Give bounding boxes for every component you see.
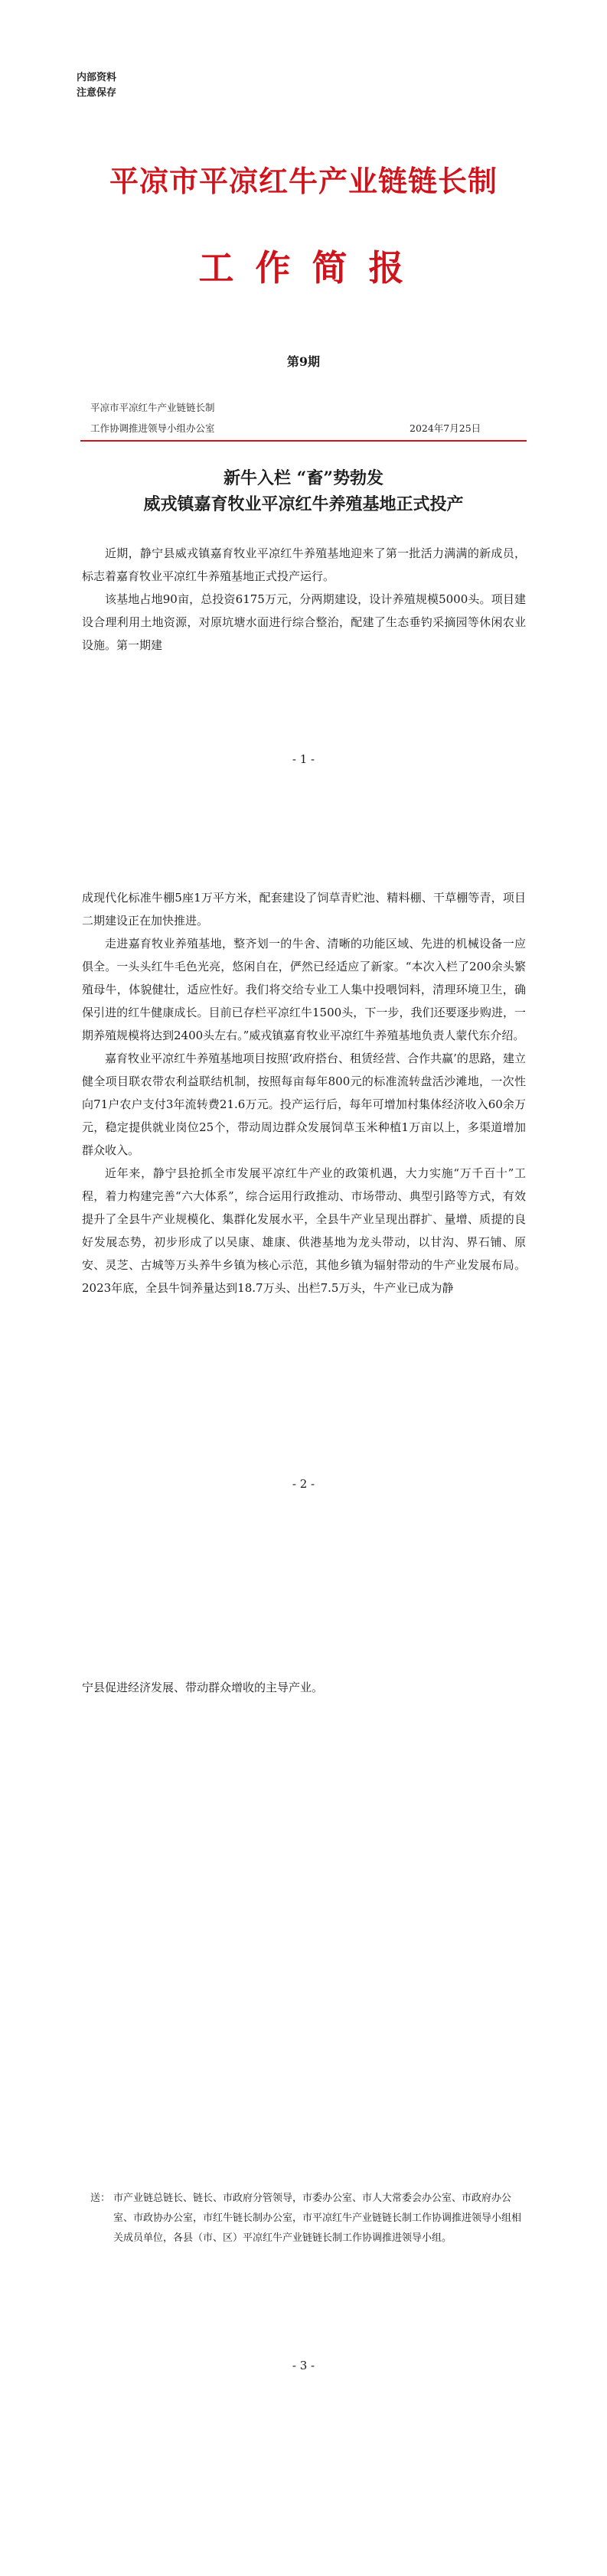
brief-masthead-title: 平凉市平凉红牛产业链链长制 xyxy=(109,164,498,198)
classification-internal: 内部资料 xyxy=(77,72,117,83)
page-number-3: - 3 - xyxy=(292,2359,315,2372)
paragraph-continuation: 宁县促进经济发展、带动群众增收的主导产业。 xyxy=(82,1681,324,1694)
paragraph: 走进嘉育牧业养殖基地，整齐划一的牛舍、清晰的功能区域、先进的机械设备一应俱全。一头头红牛毛色光亮，悠闲自在，俨然已经适应了新家。“本次入栏了200余头繁殖母牛，体貌健壮，适应性好。我们将交给专业工人集中投喂饲料，清理环境卫生，确保引进的红牛健康成长。目前已存栏平凉红牛1500头，下一步，我们还要逐步购进，一期养殖规模将达到2400头左右。”威戎镇嘉育牧业平凉红牛养殖基地负责人蒙代东介绍。 xyxy=(82,937,526,1042)
article-title-line-2: 威戎镇嘉育牧业平凉红牛养殖基地正式投产 xyxy=(143,494,464,514)
issuer-line-1: 平凉市平凉红牛产业链链长制 xyxy=(90,402,215,413)
article-body-page-3 xyxy=(82,1676,526,1699)
paragraph: 近年来，静宁县抢抓全市发展平凉红牛产业的政策机遇，大力实施“万千百十”工程，着力构建完善“六大体系”，综合运用行政推动、市场带动、典型引路等方式，有效提升了全县牛产业规模化、集群化发展水平，全县牛产业呈现出群扩、量增、质提的良好发展态势，初步形成了以吴康、雄康、供港基地为龙头带动，以甘沟、界石铺、原安、灵芝、古城等万头养牛乡镇为核心示范，其他乡镇为辐射带动的牛产业发展布局。2023年底，全县牛饲养量达到18.7万头、出栏7.5万头，牛产业已成为静 xyxy=(82,1166,526,1295)
distribution-text: 市产业链总链长、链长、市政府分管领导，市委办公室、市人大常委会办公室、市政府办公室、市政协办公室，市红牛链长制办公室，市平凉红牛产业链链长制工作协调推进领导小组相关成员单位，各县（市、区）平凉红牛产业链链长制工作协调推进领导小组。 xyxy=(113,2193,522,2244)
header-divider xyxy=(80,440,527,442)
paragraph-continuation: 成现代化标准牛棚5座1万平方米，配套建设了饲草青贮池、精料棚、干草棚等青，项目二期建设正在加快推进。 xyxy=(82,891,526,928)
distribution-label: 送： xyxy=(90,2193,111,2204)
distribution-list xyxy=(90,2189,527,2248)
page-number-1: - 1 - xyxy=(292,752,315,766)
article-body-page-1 xyxy=(82,542,526,657)
article-title-line-1: 新牛入栏 “畜”势勃发 xyxy=(224,468,383,488)
page-number-2: - 2 - xyxy=(292,1477,315,1491)
article-body-page-2 xyxy=(82,886,526,1299)
paragraph: 嘉育牧业平凉红牛养殖基地项目按照‘政府搭台、租赁经营、合作共赢’的思路，建立健全项目联农带农利益联结机制，按照每亩每年800元的标准流转盘活沙滩地，一次性向71户农户支付3年流转费21.6万元。投产运行后，每年可增加村集体经济收入60余万元，稳定提供就业岗位25个，带动周边群众发展饲草玉米种植1万亩以上，多渠道增加群众收入。 xyxy=(82,1052,526,1157)
paragraph: 近期，静宁县威戎镇嘉育牧业平凉红牛养殖基地迎来了第一批活力满满的新成员，标志着嘉育牧业平凉红牛养殖基地正式投产运行。 xyxy=(82,546,526,583)
classification-keep-safe: 注意保存 xyxy=(77,87,117,99)
issue-date: 2024年7月25日 xyxy=(410,422,481,434)
brief-masthead-subtitle: 工 作 简 报 xyxy=(198,247,409,289)
paragraph: 该基地占地90亩，总投资6175万元，分两期建设，设计养殖规模5000头。项目建设合理利用土地资源，对原坑塘水面进行综合整治，配建了生态垂钓采摘园等休闲农业设施。第一期建 xyxy=(82,592,526,652)
issue-number: 第9期 xyxy=(286,354,321,369)
issuer-line-2: 工作协调推进领导小组办公室 xyxy=(90,422,215,434)
